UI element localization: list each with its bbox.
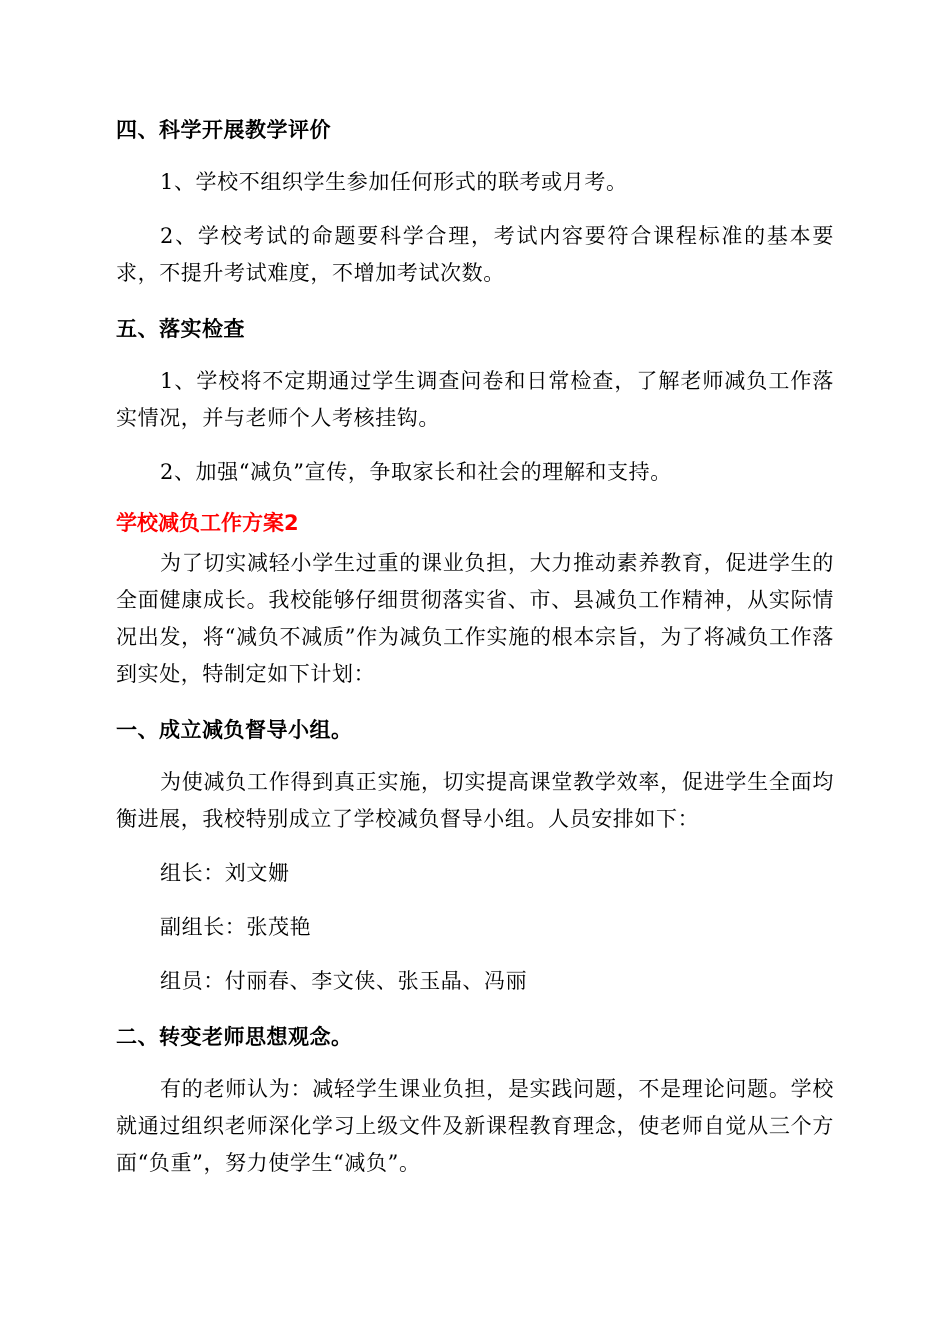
section4-heading: 四、科学开展教学评价 (116, 118, 331, 142)
section4-item-1: 1、学校不组织学生参加任何形式的联考或月考。 (160, 170, 628, 194)
plan2-part2-text: 有的老师认为：减轻学生课业负担，是实践问题，不是理论问题。学校就通过组织老师深化学习上级文件及新课程教育理念，使老师自觉从三个方面“负重”，努力使学生“减负”。 (116, 1077, 834, 1175)
plan2-part1-heading: 一、成立减负督导小组。 (116, 718, 353, 742)
plan2-part2-heading: 二、转变老师思想观念。 (116, 1025, 353, 1049)
plan2-part1-text: 为使减负工作得到真正实施，切实提高课堂教学效率，促进学生全面均衡进展，我校特别成立了学校减负督导小组。人员安排如下： (116, 770, 834, 831)
plan2-intro: 为了切实减轻小学生过重的课业负担，大力推动素养教育，促进学生的全面健康成长。我校能够仔细贯彻落实省、市、县减负工作精神，从实际情况出发，将“减负不减质”作为减负工作实施的根本宗旨，为了将减负工作落到实处，特制定如下计划： (116, 551, 834, 686)
plan2-title: 学校减负工作方案2 (116, 511, 299, 535)
section5-heading: 五、落实检查 (116, 317, 245, 341)
section4-item-2: 2、学校考试的命题要科学合理，考试内容要符合课程标准的基本要求，不提升考试难度，不增加考试次数。 (116, 224, 834, 285)
plan2-members: 组员：付丽春、李文侠、张玉晶、冯丽 (160, 969, 528, 993)
section5-item-2: 2、加强“减负”宣传，争取家长和社会的理解和支持。 (160, 460, 672, 484)
plan2-leader: 组长：刘文姗 (160, 861, 290, 885)
document-body (116, 110, 834, 1199)
section5-item-1: 1、学校将不定期通过学生调查问卷和日常检查，了解老师减负工作落实情况，并与老师个人考核挂钩。 (116, 369, 834, 430)
plan2-vice-leader: 副组长：张茂艳 (160, 915, 312, 939)
